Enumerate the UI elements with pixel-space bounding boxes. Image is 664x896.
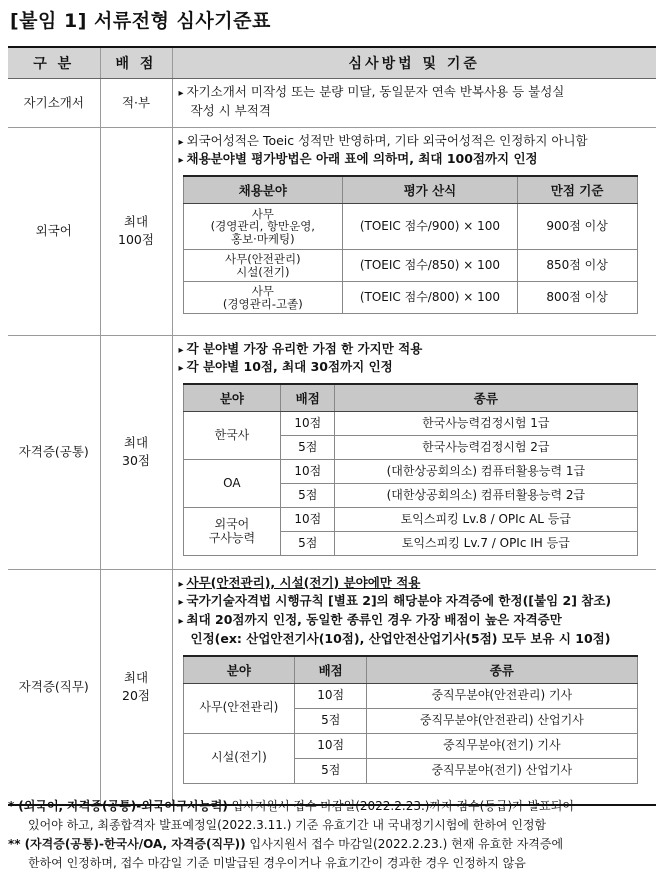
method-cell	[172, 127, 656, 335]
header-points: 배 점	[100, 47, 172, 79]
bullet-item: ▸ 자기소개서 미작성 또는 분량 미달, 동일문자 연속 반복사용 등 불성실 작성 시 부적격	[178, 84, 565, 118]
pts-cell: 5점	[295, 708, 367, 733]
kind-cell: (대한상공회의소) 컴퓨터활용능력 2급	[335, 484, 637, 508]
field-cell: 사무(안전관리)	[183, 683, 295, 733]
footnote-2: ** (자격증(공통)-한국사/OA, 자격증(직무)) 입사지원서 접수 마감일(2022.2.23.) 현재 유효한 자격증에 한하여 인정하며, 접수 마감일 기준 미발급된 경우이거나 유효기간이 경과한 경우 인정하지 않음	[8, 837, 564, 870]
pts-cell: 5점	[281, 484, 335, 508]
field-cell: 사무 (경영관리-고졸)	[183, 282, 343, 314]
row-cert-job	[8, 569, 656, 805]
kind-cell: 토익스피킹 Lv.8 / OPIc AL 등급	[335, 508, 637, 532]
category-cell: 자격증(직무)	[8, 569, 100, 805]
table-row	[183, 733, 637, 758]
footnotes	[8, 797, 656, 873]
full-score-cell: 900점 이상	[517, 204, 637, 250]
inner-header: 종류	[367, 656, 637, 684]
table-row	[183, 282, 637, 314]
header-method: 심사방법 및 기준	[172, 47, 656, 79]
pts-cell: 5점	[295, 758, 367, 783]
inner-header: 만점 기준	[517, 176, 637, 204]
inner-header: 배점	[281, 384, 335, 412]
points-cell: 적·부	[100, 79, 172, 128]
field-cell: 외국어 구사능력	[183, 508, 281, 556]
table-row	[183, 683, 637, 708]
row-cover-letter	[8, 79, 656, 128]
pts-cell: 5점	[281, 436, 335, 460]
category-cell: 자기소개서	[8, 79, 100, 128]
category-cell: 자격증(공통)	[8, 335, 100, 569]
bullet-item: ▸ 채용분야별 평가방법은 아래 표에 의하며, 최대 100점까지 인정	[178, 151, 538, 167]
field-cell: 사무 (경영관리, 항만운영, 홍보·마케팅)	[183, 204, 343, 250]
formula-cell: (TOEIC 점수/850) × 100	[343, 250, 518, 282]
method-cell	[172, 79, 656, 128]
pts-cell: 10점	[295, 733, 367, 758]
points-cell: 최대 100점	[100, 127, 172, 335]
table-row	[183, 250, 637, 282]
bullet-item: ▸ 최대 20점까지 인정, 동일한 종류인 경우 가장 배점이 높은 자격증만 인정(ex: 산업안전기사(10점), 산업안전산업기사(5점) 모두 보유 시 10점)	[178, 612, 611, 646]
field-cell: 한국사	[183, 412, 281, 460]
kind-cell: 중직무분야(전기) 기사	[367, 733, 637, 758]
points-cell: 최대 30점	[100, 335, 172, 569]
inner-header: 평가 산식	[343, 176, 518, 204]
full-score-cell: 850점 이상	[517, 250, 637, 282]
bullet-item: ▸ 사무(안전관리), 시설(전기) 분야에만 적용	[178, 574, 421, 590]
table-row	[183, 204, 637, 250]
kind-cell: 중직무분야(안전관리) 기사	[367, 683, 637, 708]
footnote-1: * (외국어, 자격증(공통)-외국어구사능력) 입사지원서 접수 마감일(2022.2.23.)까지 점수(등급)가 발표되어 있어야 하고, 최종합격자 발표예정일(2022.3.11.) 기준 유효기간 내 국내정기시험에 한하여 인정함	[8, 799, 574, 832]
table-row	[183, 508, 637, 532]
row-foreign-language	[8, 127, 656, 335]
formula-cell: (TOEIC 점수/900) × 100	[343, 204, 518, 250]
pts-cell: 10점	[281, 412, 335, 436]
field-cell: OA	[183, 460, 281, 508]
bullet-item: ▸ 각 분야별 가장 유리한 가점 한 가지만 적용	[178, 340, 423, 356]
header-category: 구 분	[8, 47, 100, 79]
bullet-item: ▸ 각 분야별 10점, 최대 30점까지 인정	[178, 359, 393, 375]
job-cert-table	[183, 655, 638, 784]
screening-criteria-table	[8, 46, 656, 806]
small-right-triangle-icon: ▸	[178, 597, 184, 609]
method-cell	[172, 335, 656, 569]
small-right-triangle-icon: ▸	[178, 344, 184, 356]
field-cell: 사무(안전관리) 시설(전기)	[183, 250, 343, 282]
inner-header: 채용분야	[183, 176, 343, 204]
category-cell: 외국어	[8, 127, 100, 335]
table-row	[183, 412, 637, 436]
kind-cell: 한국사능력검정시험 2급	[335, 436, 637, 460]
inner-header: 분야	[183, 656, 295, 684]
pts-cell: 5점	[281, 532, 335, 556]
kind-cell: 중직무분야(안전관리) 산업기사	[367, 708, 637, 733]
kind-cell: 중직무분야(전기) 산업기사	[367, 758, 637, 783]
table-row	[183, 460, 637, 484]
pts-cell: 10점	[281, 508, 335, 532]
formula-cell: (TOEIC 점수/800) × 100	[343, 282, 518, 314]
header-row	[8, 47, 656, 79]
kind-cell: 토익스피킹 Lv.7 / OPIc IH 등급	[335, 532, 637, 556]
small-right-triangle-icon: ▸	[178, 578, 184, 590]
common-cert-table	[183, 383, 638, 556]
pts-cell: 10점	[281, 460, 335, 484]
points-cell: 최대 20점	[100, 569, 172, 805]
pts-cell: 10점	[295, 683, 367, 708]
small-right-triangle-icon: ▸	[178, 155, 184, 167]
kind-cell: 한국사능력검정시험 1급	[335, 412, 637, 436]
page-title: [붙임 1] 서류전형 심사기준표	[10, 10, 271, 32]
bullet-item: ▸ 국가기술자격법 시행규칙 [별표 2]의 해당분야 자격증에 한정([붙임 2] 참조)	[178, 593, 612, 609]
small-right-triangle-icon: ▸	[178, 136, 184, 148]
language-score-table	[183, 175, 638, 314]
method-cell	[172, 569, 656, 805]
inner-header: 분야	[183, 384, 281, 412]
small-right-triangle-icon: ▸	[178, 363, 184, 375]
row-cert-common	[8, 335, 656, 569]
kind-cell: (대한상공회의소) 컴퓨터활용능력 1급	[335, 460, 637, 484]
inner-header: 종류	[335, 384, 637, 412]
inner-header: 배점	[295, 656, 367, 684]
bullet-item: ▸ 외국어성적은 Toeic 성적만 반영하며, 기타 외국어성적은 인정하지 아니함	[178, 132, 588, 148]
small-right-triangle-icon: ▸	[178, 88, 184, 99]
full-score-cell: 800점 이상	[517, 282, 637, 314]
small-right-triangle-icon: ▸	[178, 616, 184, 627]
field-cell: 시설(전기)	[183, 733, 295, 783]
